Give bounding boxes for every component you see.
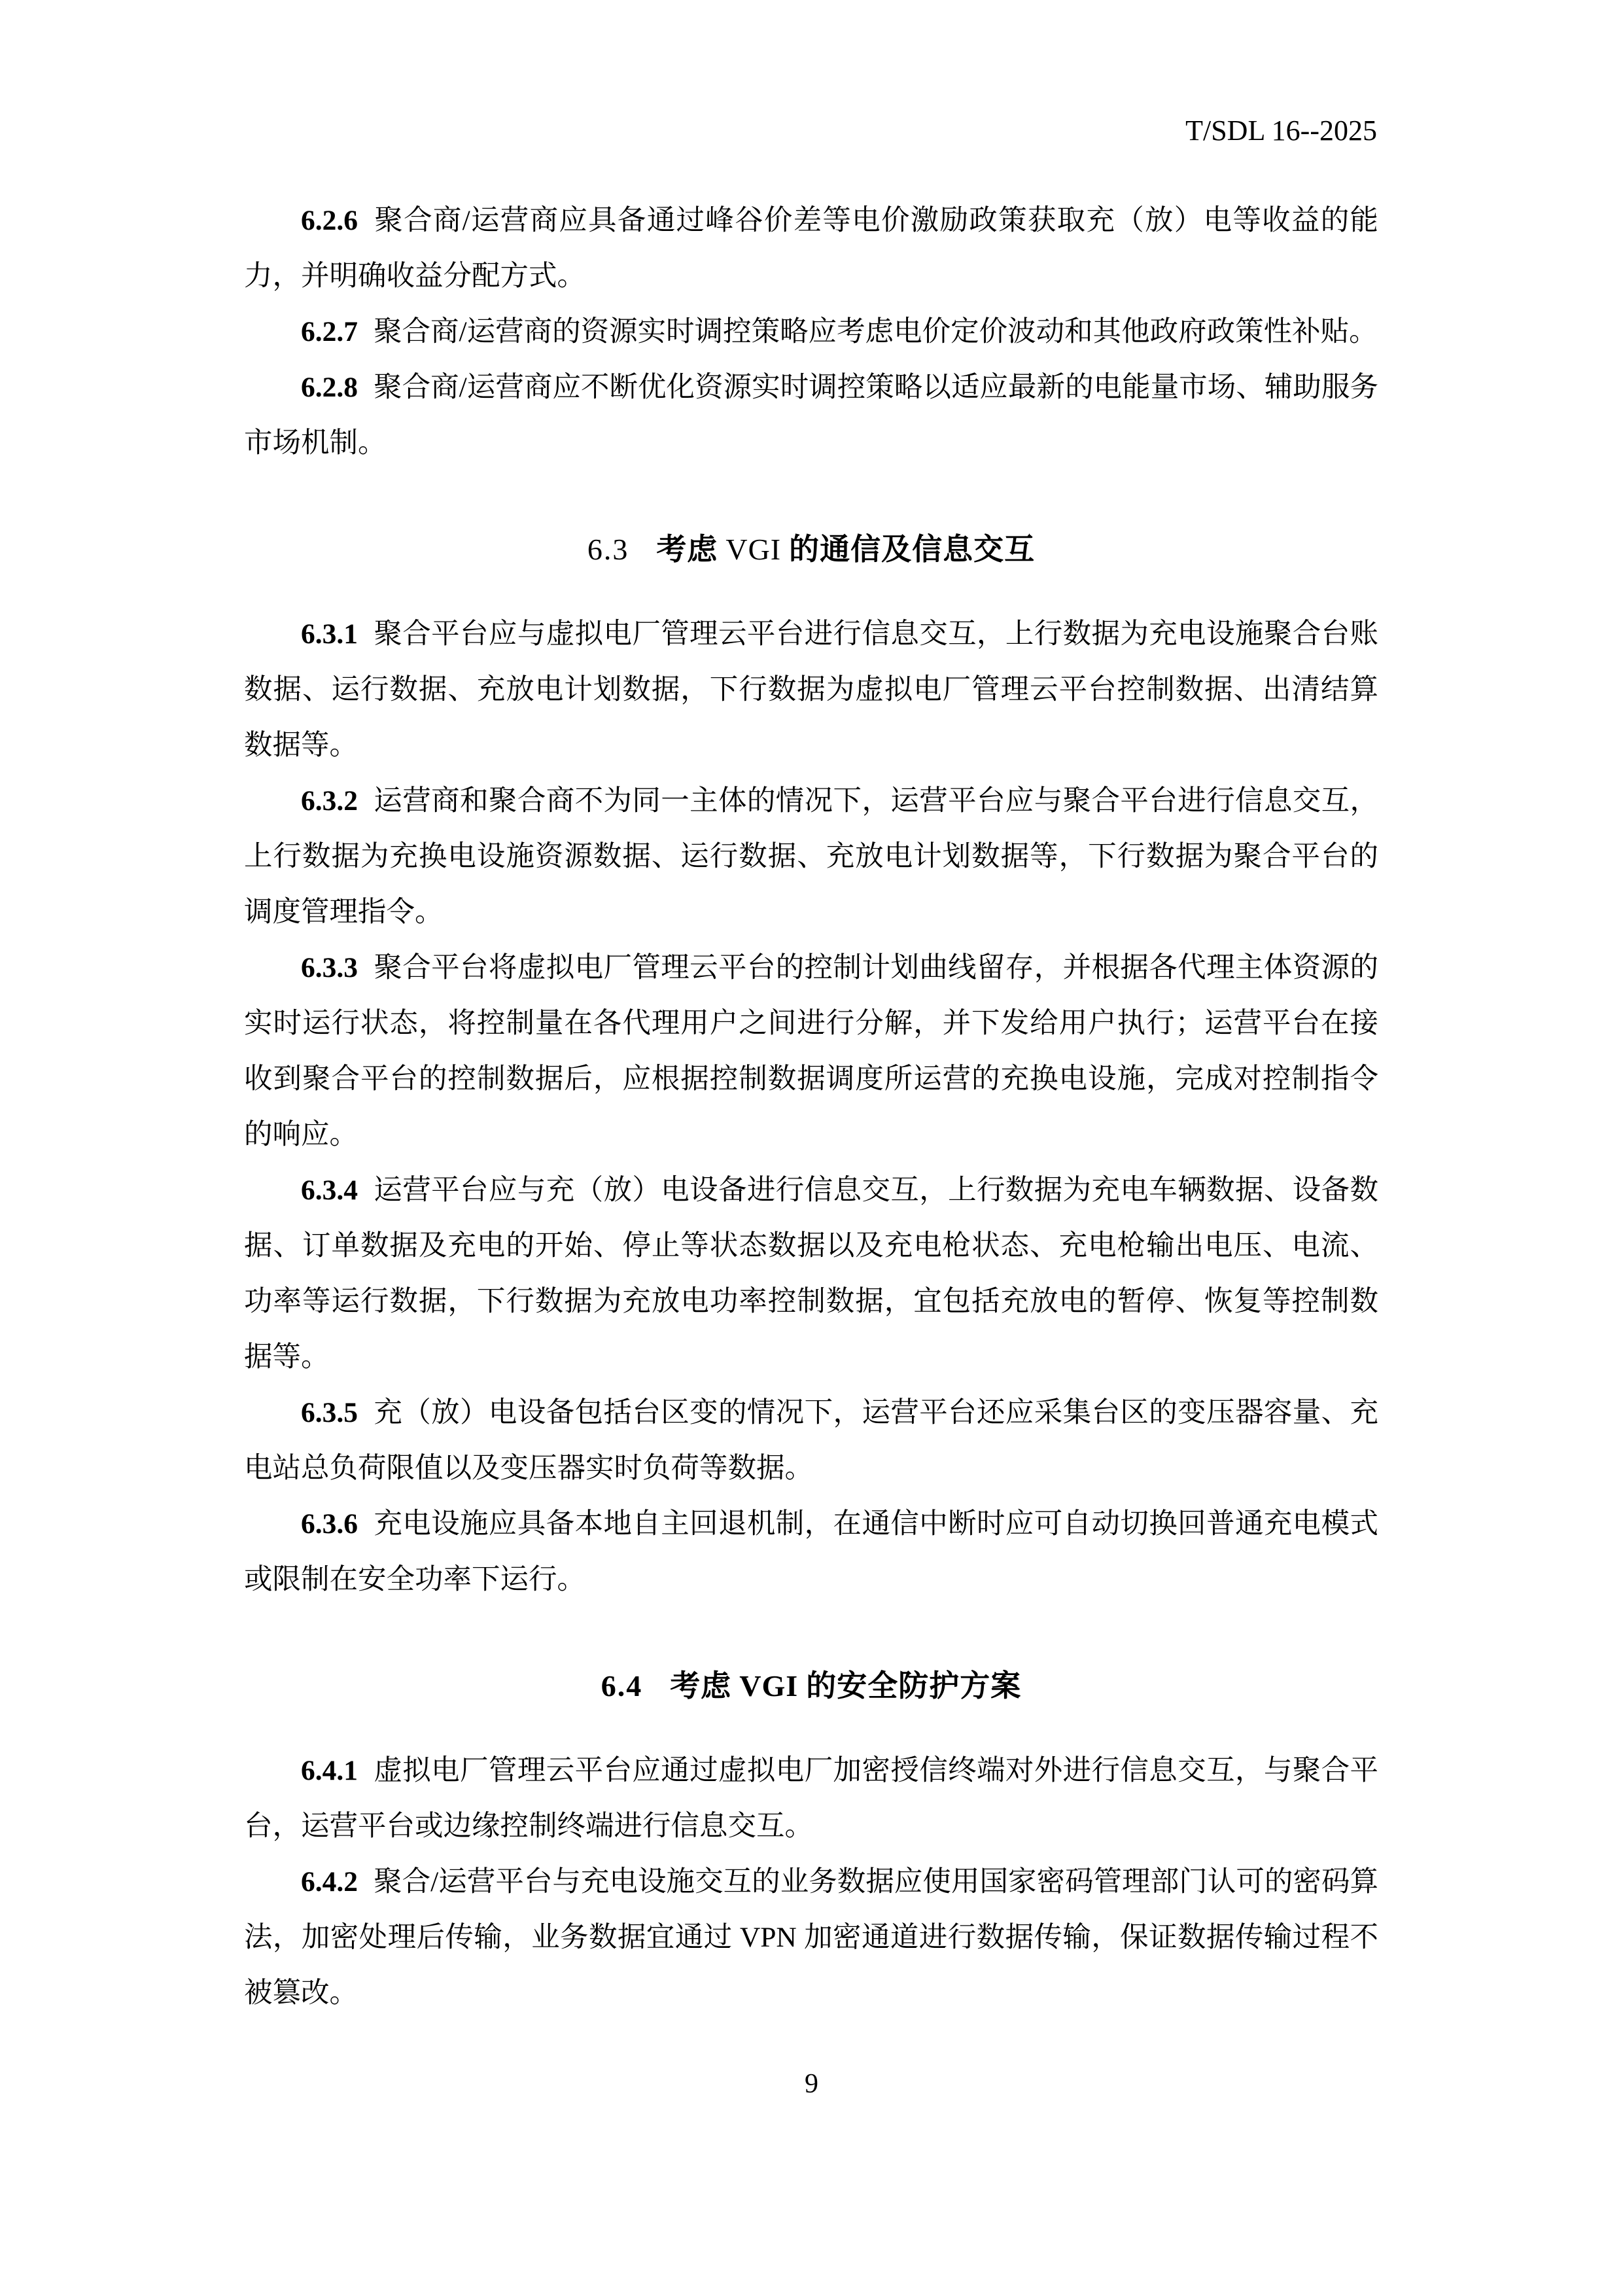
- clause-text: 聚合商/运营商的资源实时调控策略应考虑电价定价波动和其他政府政策性补贴。: [374, 316, 1378, 347]
- heading-text-pre: 考虑: [670, 1669, 732, 1703]
- clause-6-4-2: [244, 1854, 1378, 2021]
- section-heading-6-3: [244, 521, 1378, 577]
- heading-text-post: 的通信及信息交互: [789, 532, 1036, 566]
- clause-6-3-1: [244, 607, 1378, 773]
- clause-number: 6.3.4: [301, 1174, 358, 1206]
- clause-6-2-7: [244, 304, 1378, 360]
- clause-number: 6.3.1: [301, 618, 358, 650]
- heading-latin-abbr: VGI: [725, 533, 782, 566]
- clause-number: 6.4.1: [301, 1755, 358, 1786]
- clause-6-4-1: [244, 1743, 1378, 1854]
- page-number: 9: [805, 2069, 818, 2099]
- heading-number: 6.4: [601, 1669, 643, 1703]
- section-heading-6-4: [244, 1658, 1378, 1714]
- clause-text: 聚合平台将虚拟电厂管理云平台的控制计划曲线留存，并根据各代理主体资源的实时运行状态，将控制量在各代理用户之间进行分解，并下发给用户执行；运营平台在接收到聚合平台的控制数据后，应根据控制数据调度所运营的充换电设施，完成对控制指令的响应。: [244, 952, 1378, 1150]
- document-code-header: T/SDL 16--2025: [1185, 115, 1377, 147]
- document-body: [244, 193, 1378, 2021]
- clause-text: 聚合/运营平台与充电设施交互的业务数据应使用国家密码管理部门认可的密码算法，加密处理后传输，业务数据宜通过 VPN 加密通道进行数据传输，保证数据传输过程不被篡改。: [244, 1866, 1378, 2009]
- clause-number: 6.2.7: [301, 316, 358, 347]
- clause-text: 充（放）电设备包括台区变的情况下，运营平台还应采集台区的变压器容量、充电站总负荷限值以及变压器实时负荷等数据。: [244, 1397, 1378, 1484]
- clause-text: 聚合平台应与虚拟电厂管理云平台进行信息交互，上行数据为充电设施聚合台账数据、运行数据、充放电计划数据，下行数据为虚拟电厂管理云平台控制数据、出清结算数据等。: [244, 618, 1378, 761]
- clause-text: 运营商和聚合商不为同一主体的情况下，运营平台应与聚合平台进行信息交互，上行数据为充换电设施资源数据、运行数据、充放电计划数据等，下行数据为聚合平台的调度管理指令。: [244, 785, 1378, 928]
- clause-6-3-6: [244, 1496, 1378, 1608]
- clause-text: 运营平台应与充（放）电设备进行信息交互，上行数据为充电车辆数据、设备数据、订单数据及充电的开始、停止等状态数据以及充电枪状态、充电枪输出电压、电流、功率等运行数据，下行数据为充放电功率控制数据，宜包括充放电的暂停、恢复等控制数据等。: [244, 1174, 1378, 1373]
- heading-text-post: 的安全防护方案: [806, 1669, 1022, 1703]
- heading-latin-abbr: VGI: [739, 1669, 799, 1703]
- clause-text: 聚合商/运营商应不断优化资源实时调控策略以适应最新的电能量市场、辅助服务市场机制。: [244, 372, 1378, 459]
- clause-6-3-3: [244, 940, 1378, 1163]
- clause-text: 虚拟电厂管理云平台应通过虚拟电厂加密授信终端对外进行信息交互，与聚合平台，运营平台或边缘控制终端进行信息交互。: [244, 1755, 1378, 1842]
- clause-number: 6.2.8: [301, 372, 358, 403]
- clause-number: 6.3.2: [301, 785, 358, 817]
- clause-number: 6.2.6: [301, 205, 358, 236]
- clause-6-3-2: [244, 773, 1378, 940]
- clause-number: 6.3.3: [301, 952, 358, 983]
- clause-6-2-6: [244, 193, 1378, 304]
- clause-6-3-4: [244, 1163, 1378, 1385]
- heading-text-pre: 考虑: [656, 532, 718, 566]
- clause-number: 6.3.5: [301, 1397, 358, 1428]
- clause-text: 聚合商/运营商应具备通过峰谷价差等电价激励政策获取充（放）电等收益的能力，并明确收益分配方式。: [244, 205, 1378, 292]
- heading-number: 6.3: [587, 533, 629, 566]
- clause-number: 6.3.6: [301, 1508, 358, 1540]
- clause-text: 充电设施应具备本地自主回退机制，在通信中断时应可自动切换回普通充电模式或限制在安全功率下运行。: [244, 1508, 1378, 1595]
- clause-6-3-5: [244, 1385, 1378, 1496]
- clause-6-2-8: [244, 360, 1378, 471]
- clause-number: 6.4.2: [301, 1866, 358, 1898]
